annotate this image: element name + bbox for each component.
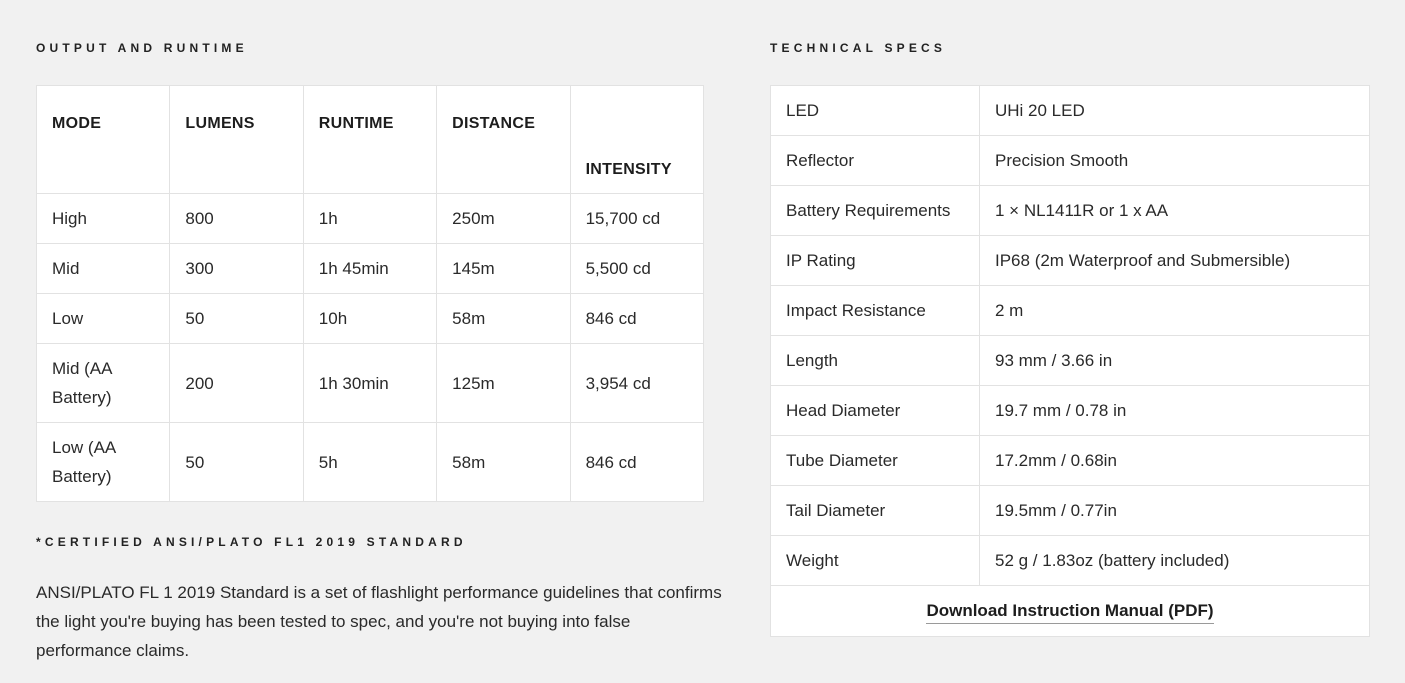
spec-row xyxy=(771,236,1370,286)
spec-row xyxy=(771,436,1370,486)
spec-row xyxy=(771,336,1370,386)
output-runtime-table xyxy=(36,85,704,502)
runtime-cell: 10h xyxy=(303,294,436,344)
spec-value: 17.2mm / 0.68in xyxy=(980,436,1370,486)
spec-row xyxy=(771,136,1370,186)
lumens-cell: 300 xyxy=(170,244,303,294)
spec-label: Impact Resistance xyxy=(771,286,980,336)
mode-cell: High xyxy=(37,194,170,244)
spec-row xyxy=(771,486,1370,536)
table-row xyxy=(37,423,704,502)
spec-label: Tube Diameter xyxy=(771,436,980,486)
spec-value: IP68 (2m Waterproof and Submersible) xyxy=(980,236,1370,286)
download-cell xyxy=(771,586,1370,637)
technical-specs-heading: TECHNICAL SPECS xyxy=(770,41,947,55)
spec-row xyxy=(771,286,1370,336)
spec-value: 19.7 mm / 0.78 in xyxy=(980,386,1370,436)
spec-value: 93 mm / 3.66 in xyxy=(980,336,1370,386)
table-row xyxy=(37,344,704,423)
spec-label: LED xyxy=(771,86,980,136)
runtime-cell: 1h xyxy=(303,194,436,244)
technical-specs-table xyxy=(770,85,1370,637)
spec-row xyxy=(771,536,1370,586)
table-header-row xyxy=(37,86,704,194)
distance-cell: 145m xyxy=(437,244,570,294)
spec-label: Battery Requirements xyxy=(771,186,980,236)
mode-cell: Mid (AA Battery) xyxy=(37,344,170,423)
intensity-cell: 15,700 cd xyxy=(570,194,703,244)
certification-heading: *CERTIFIED ANSI/PLATO FL1 2019 STANDARD xyxy=(36,535,467,549)
spec-label: Weight xyxy=(771,536,980,586)
spec-row xyxy=(771,86,1370,136)
spec-row xyxy=(771,386,1370,436)
lumens-cell: 50 xyxy=(170,294,303,344)
mode-cell: Low xyxy=(37,294,170,344)
lumens-cell: 200 xyxy=(170,344,303,423)
intensity-cell: 846 cd xyxy=(570,294,703,344)
mode-cell: Mid xyxy=(37,244,170,294)
download-manual-link[interactable]: Download Instruction Manual (PDF) xyxy=(926,601,1213,624)
column-header-distance: DISTANCE xyxy=(437,86,570,194)
spec-value: 19.5mm / 0.77in xyxy=(980,486,1370,536)
column-header-lumens: LUMENS xyxy=(170,86,303,194)
spec-label: Reflector xyxy=(771,136,980,186)
runtime-cell: 1h 45min xyxy=(303,244,436,294)
distance-cell: 250m xyxy=(437,194,570,244)
lumens-cell: 800 xyxy=(170,194,303,244)
spec-value: UHi 20 LED xyxy=(980,86,1370,136)
spec-label: IP Rating xyxy=(771,236,980,286)
table-row xyxy=(37,294,704,344)
download-row xyxy=(771,586,1370,637)
runtime-cell: 5h xyxy=(303,423,436,502)
distance-cell: 58m xyxy=(437,423,570,502)
intensity-cell: 846 cd xyxy=(570,423,703,502)
column-header-intensity: INTENSITY xyxy=(570,86,703,194)
certification-description: ANSI/PLATO FL 1 2019 Standard is a set of flashlight performance guidelines that confirms the light you're buying has been tested to spec, and you're not buying into false performance claims. xyxy=(36,583,722,660)
runtime-cell: 1h 30min xyxy=(303,344,436,423)
spec-value: Precision Smooth xyxy=(980,136,1370,186)
lumens-cell: 50 xyxy=(170,423,303,502)
spec-row xyxy=(771,186,1370,236)
distance-cell: 125m xyxy=(437,344,570,423)
spec-label: Length xyxy=(771,336,980,386)
table-row xyxy=(37,194,704,244)
spec-value: 1 × NL1411R or 1 x AA xyxy=(980,186,1370,236)
output-runtime-heading: OUTPUT AND RUNTIME xyxy=(36,41,248,55)
spec-label: Tail Diameter xyxy=(771,486,980,536)
intensity-cell: 5,500 cd xyxy=(570,244,703,294)
distance-cell: 58m xyxy=(437,294,570,344)
table-row xyxy=(37,244,704,294)
column-header-runtime: RUNTIME xyxy=(303,86,436,194)
column-header-mode: MODE xyxy=(37,86,170,194)
spec-value: 52 g / 1.83oz (battery included) xyxy=(980,536,1370,586)
intensity-cell: 3,954 cd xyxy=(570,344,703,423)
spec-label: Head Diameter xyxy=(771,386,980,436)
mode-cell: Low (AA Battery) xyxy=(37,423,170,502)
spec-value: 2 m xyxy=(980,286,1370,336)
